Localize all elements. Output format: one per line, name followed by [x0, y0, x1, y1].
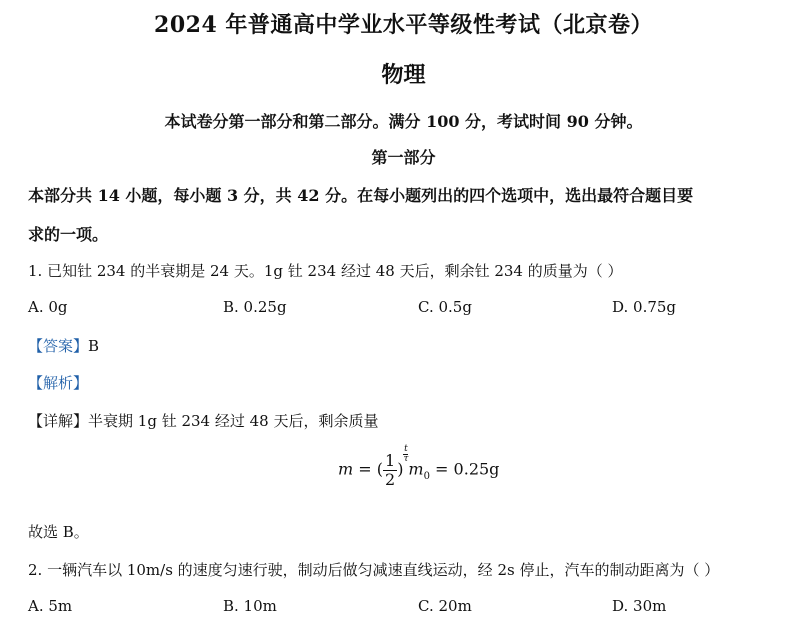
q2-option-a: A. 5m: [28, 597, 73, 615]
section-instructions-line1: 本部分共 14 小题，每小题 3 分，共 42 分。在每小题列出的四个选项中，选出最符合题目要: [28, 186, 694, 205]
q2-option-d: D. 30m: [612, 597, 667, 615]
answer-tag: 【答案】: [28, 337, 89, 355]
detail-tag: 【详解】: [28, 412, 89, 430]
q1-answer: [28, 335, 99, 356]
q1-option-b: B. 0.25g: [223, 298, 287, 316]
q1-conclusion: 故选 B。: [28, 523, 89, 541]
formula-exponent: $\frac{t}{\tau}$: [403, 443, 409, 464]
detail-text: 半衰期 1g 钍 234 经过 48 天后，剩余质量: [88, 412, 379, 430]
decay-formula: m = ( $\frac{1}{2}$ ) $\frac{t}{\tau}m_0 = 0.25g$: [338, 443, 500, 489]
formula-fraction: $\frac{1}{2}$: [385, 451, 396, 489]
answer-value: B: [88, 337, 100, 355]
q2-stem: 2. 一辆汽车以 10m/s 的速度匀速行驶，制动后做匀减速直线运动，经 2s 停止，汽车的制动距离为（ ）: [28, 561, 720, 579]
q1-option-a: A. 0g: [28, 298, 68, 316]
q2-option-c: C. 20m: [418, 597, 472, 615]
q1-option-d: D. 0.75g: [612, 298, 677, 316]
section-instructions-line2: 求的一项。: [28, 225, 109, 244]
part-heading: 第一部分: [371, 148, 436, 167]
exam-intro: 本试卷分第一部分和第二部分。满分 100 分，考试时间 90 分钟。: [164, 112, 643, 131]
exam-title: 2024 年普通高中学业水平等级性考试（北京卷）: [154, 12, 653, 38]
subject-title: 物理: [381, 62, 426, 88]
q1-option-c: C. 0.5g: [418, 298, 472, 316]
q1-stem: 1. 已知钍 234 的半衰期是 24 天。1g 钍 234 经过 48 天后，剩余钍 234 的质量为（ ）: [28, 262, 623, 280]
q2-option-b: B. 10m: [223, 597, 277, 615]
analysis-tag: 【解析】: [28, 374, 89, 392]
q1-detail: [28, 410, 379, 431]
